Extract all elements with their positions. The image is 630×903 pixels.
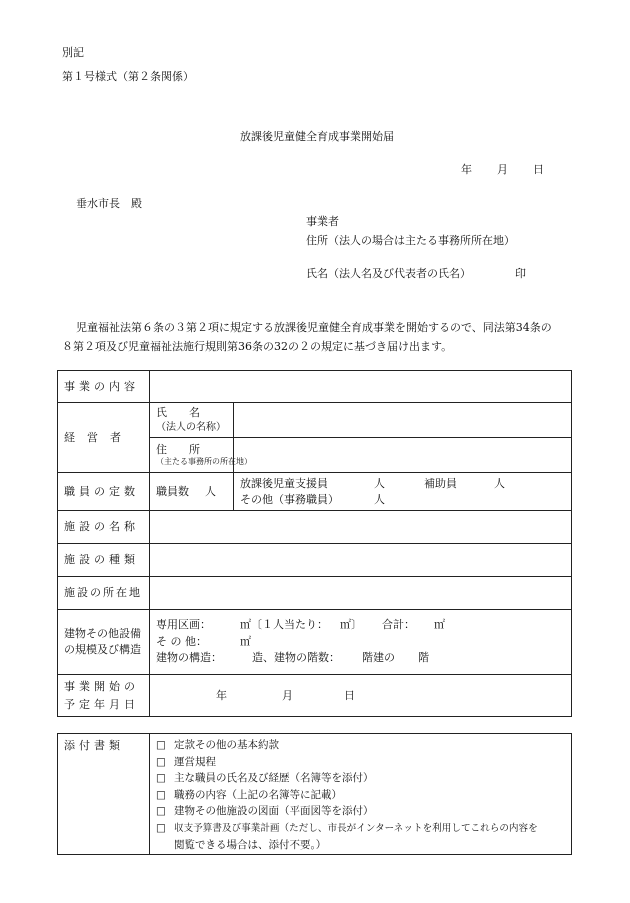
date-year: 年: [461, 163, 472, 176]
start-year: 年: [216, 688, 227, 702]
operator-name-field[interactable]: [234, 403, 572, 438]
operator-label: 経営者: [58, 403, 150, 473]
attachments-table: [57, 733, 572, 855]
building-total-unit: ㎡: [434, 618, 445, 632]
attachment-item: [156, 803, 565, 820]
operator-addr-label: 住 所: [156, 442, 200, 456]
facility-name-label: 施設の名称: [58, 511, 150, 544]
attachment-item-label: 主な職員の氏名及び経歴（名簿等を添付）: [174, 772, 374, 784]
start-day: 日: [344, 688, 355, 702]
applicant-role: 事業者: [306, 215, 339, 228]
operator-name-label-cell: [150, 403, 234, 438]
checkbox-icon[interactable]: □: [156, 755, 166, 768]
seal-mark: 印: [515, 267, 526, 280]
operator-name-label: 氏 名: [156, 406, 200, 420]
building-floors-label: 造、建物の階数：: [252, 651, 340, 665]
building-other-unit: ㎡: [240, 634, 251, 648]
building-stories-label: 階建の: [362, 651, 395, 665]
staff-assistant-unit: 人: [494, 477, 505, 491]
attachment-item: [156, 787, 565, 804]
facility-type-label: 施設の種類: [58, 544, 150, 577]
checkbox-icon[interactable]: □: [156, 788, 166, 801]
building-floor-unit: 階: [418, 651, 429, 665]
facility-location-field[interactable]: [150, 577, 572, 610]
row-operator-name: [58, 403, 572, 438]
body-text-line-1: 児童福祉法第６条の３第２項に規定する放課後児童健全育成事業を開始するので、同法第34条の: [76, 321, 552, 334]
attachment-item: [156, 770, 565, 787]
building-label-2: の規模及び構造: [64, 643, 141, 656]
building-label-1: 建物その他設備: [64, 626, 141, 640]
attachment-item-label: 閲覧できる場合は、添付不要。）: [174, 839, 327, 851]
operator-addr-label-cell: [150, 438, 252, 473]
attachment-item-label: 建物その他施設の図面（平面図等を添付）: [174, 805, 374, 817]
attachments-list: [150, 734, 572, 855]
attachment-item: [156, 737, 565, 754]
checkbox-icon[interactable]: □: [156, 805, 166, 817]
building-per-person-label: ㎡〔１人当たり：: [240, 618, 328, 632]
attachment-item-label: 定款その他の基本約款: [174, 739, 279, 751]
checkbox-icon[interactable]: □: [156, 772, 166, 784]
staff-assistant-label: 補助員: [424, 477, 457, 491]
operator-addr-sub: （主たる事務所の所在地）: [156, 456, 252, 466]
addressee: 垂水市長 殿: [76, 197, 142, 210]
application-table: [57, 370, 572, 717]
facility-location-label: 施設の所在地: [58, 577, 150, 610]
applicant-address: 住所（法人の場合は主たる事務所所在地）: [306, 234, 515, 247]
attachment-item-label: 運営規程: [174, 755, 216, 768]
form-number: 第１号様式（第２条関係）: [62, 70, 194, 83]
row-start-date: [58, 675, 572, 717]
row-facility-location: [58, 577, 572, 610]
body-text-line-2: ８第２項及び児童福祉法施行規則第36条の32の２の規定に基づき届け出ます。: [62, 340, 453, 353]
staff-detail-cell[interactable]: [234, 473, 572, 511]
applicant-name: 氏名（法人名及び代表者の氏名）: [306, 267, 471, 280]
facility-type-field[interactable]: [150, 544, 572, 577]
content-field[interactable]: [150, 371, 572, 403]
attachment-item: [156, 820, 565, 838]
facility-name-field[interactable]: [150, 511, 572, 544]
start-label-cell: [58, 675, 150, 717]
row-content: [58, 371, 572, 403]
staff-other-label: その他（事務職員）: [240, 492, 339, 506]
staff-other-unit: 人: [374, 492, 385, 506]
operator-address-field[interactable]: [234, 438, 572, 473]
start-date-cell[interactable]: [150, 675, 572, 717]
building-detail-cell[interactable]: [150, 610, 572, 675]
date-day: 日: [533, 163, 544, 176]
row-staff: [58, 473, 572, 511]
row-building: [58, 610, 572, 675]
row-facility-name: [58, 511, 572, 544]
checkbox-icon[interactable]: □: [156, 739, 166, 751]
staff-count-label: 職員数: [156, 484, 189, 498]
building-other-label: そ の 他：: [156, 634, 207, 648]
row-facility-type: [58, 544, 572, 577]
building-total-label: 合計：: [382, 618, 415, 632]
attachment-item-label: 職務の内容（上記の名簿等に記載）: [174, 788, 342, 801]
attachment-item-continuation: [156, 837, 565, 854]
building-dedicated-label: 専用区画：: [156, 618, 211, 632]
staff-count-unit: 人: [205, 484, 216, 498]
staff-support-label: 放課後児童支援員: [240, 477, 328, 491]
building-per-person-unit: ㎡〕: [340, 618, 362, 632]
date-month: 月: [497, 163, 508, 176]
content-label: 事業の内容: [58, 371, 150, 403]
page-title: 放課後児童健全育成事業開始届: [240, 130, 394, 143]
header-line-1: 別記: [62, 46, 84, 59]
attachment-item-label: 収支予算書及び事業計画（ただし、市長がインターネットを利用してこれらの内容を: [174, 822, 538, 834]
start-label-2: 予定年月日: [64, 697, 139, 711]
attachments-label: 添付書類: [58, 734, 150, 855]
operator-name-sub: （法人の名称）: [156, 421, 226, 433]
attachment-item: [156, 754, 565, 771]
checkbox-icon[interactable]: □: [156, 821, 166, 834]
building-structure-label: 建物の構造：: [156, 651, 222, 665]
start-month: 月: [282, 688, 293, 702]
staff-label: 職員の定数: [58, 473, 150, 511]
staff-count-cell[interactable]: [150, 473, 234, 511]
start-label-1: 事業開始の: [64, 679, 139, 693]
staff-support-unit: 人: [374, 477, 385, 491]
building-label-cell: [58, 610, 150, 675]
